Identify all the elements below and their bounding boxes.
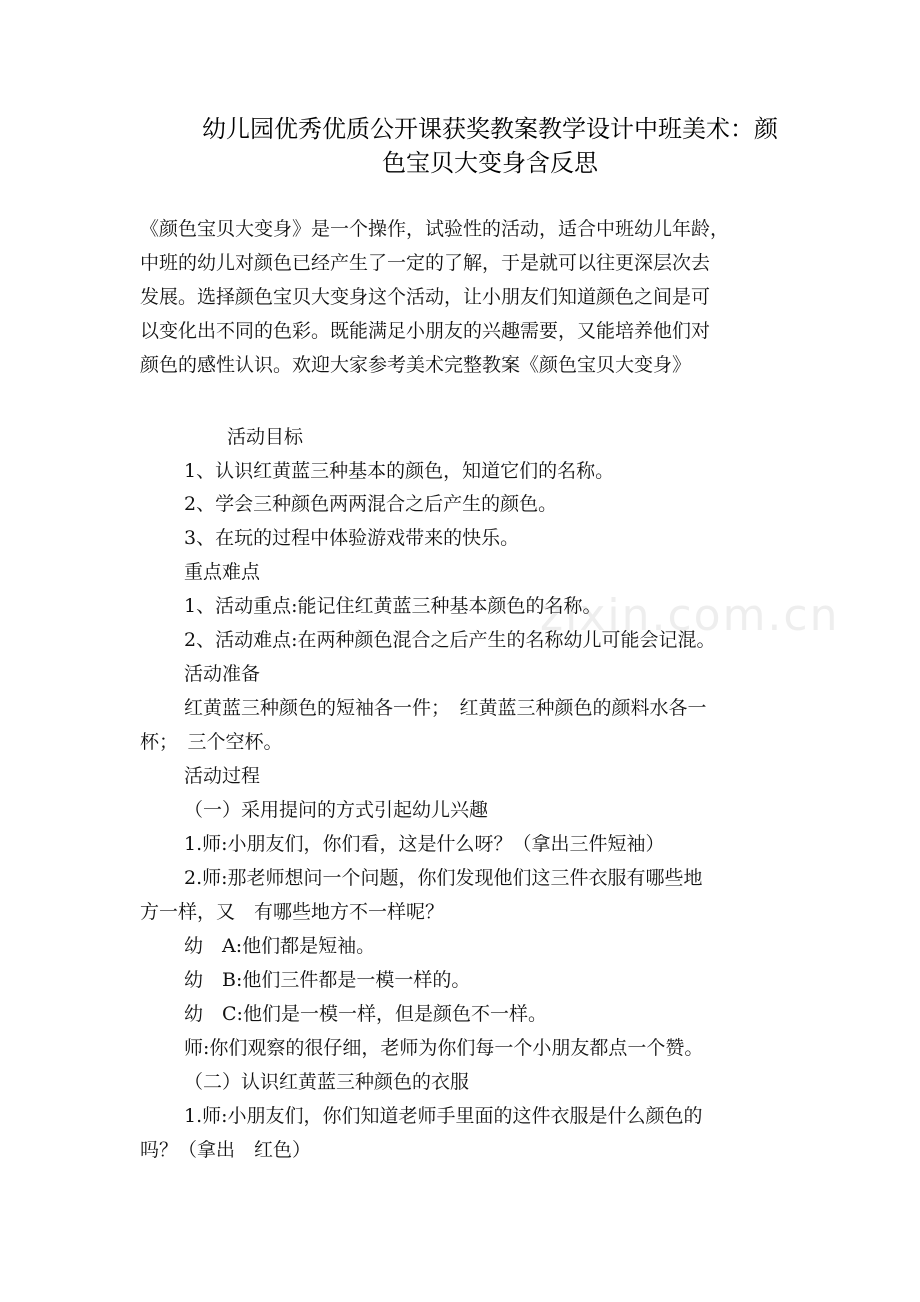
heading-preparation: 活动准备	[184, 663, 261, 685]
heading-key-points: 重点难点	[184, 561, 261, 583]
document-title	[140, 112, 840, 180]
objective-2: 2、学会三种颜色两两混合之后产生的颜色。	[184, 493, 558, 515]
child-answer-c: 幼 C:他们是一模一样，但是颜色不一样。	[184, 1003, 547, 1025]
preparation-line-1: 红黄蓝三种颜色的短袖各一件； 红黄蓝三种颜色的颜料水各一	[184, 697, 707, 719]
child-answer-b: 幼 B:他们三件都是一模一样的。	[184, 969, 471, 991]
process-step: 1.师:小朋友们，你们知道老师手里面的这件衣服是什么颜色的	[184, 1105, 703, 1127]
process-section-2: （二）认识红黄蓝三种颜色的衣服	[184, 1071, 470, 1093]
process-section-1: （一）采用提问的方式引起幼儿兴趣	[184, 799, 489, 821]
intro-line: 颜色的感性认识。欢迎大家参考美术完整教案《颜色宝贝大变身》	[140, 354, 692, 376]
objective-3: 3、在玩的过程中体验游戏带来的快乐。	[184, 527, 520, 549]
watermark: zixin.com.cn	[540, 590, 840, 641]
intro-line: 中班的幼儿对颜色已经产生了一定的了解，于是就可以往更深层次去	[140, 252, 711, 274]
teacher-response: 师:你们观察的很仔细，老师为你们每一个小朋友都点一个赞。	[184, 1037, 704, 1059]
title-line-1: 幼儿园优秀优质公开课获奖教案教学设计中班美术：颜	[202, 115, 778, 143]
process-step: 1.师:小朋友们，你们看，这是什么呀？（拿出三件短袖）	[184, 833, 665, 855]
heading-process: 活动过程	[184, 765, 261, 787]
intro-paragraph	[140, 212, 785, 382]
intro-line: 以变化出不同的色彩。既能满足小朋友的兴趣需要，又能培养他们对	[140, 320, 711, 342]
process-step-cont: 吗？（拿出 红色）	[140, 1139, 312, 1161]
objective-1: 1、认识红黄蓝三种基本的颜色，知道它们的名称。	[184, 460, 615, 482]
intro-line: 发展。选择颜色宝贝大变身这个活动，让小朋友们知道颜色之间是可	[140, 286, 711, 308]
process-step: 2.师:那老师想问一个问题，你们发现他们这三件衣服有哪些地	[184, 867, 703, 889]
preparation-line-2: 杯； 三个空杯。	[140, 731, 283, 753]
process-step-cont: 方一样，又 有哪些地方不一样呢？	[140, 901, 445, 923]
intro-line: 《颜色宝贝大变身》是一个操作，试验性的活动，适合中班幼儿年龄，	[140, 218, 730, 240]
title-line-2: 色宝贝大变身含反思	[382, 149, 598, 177]
heading-objectives: 活动目标	[227, 426, 304, 448]
child-answer-a: 幼 A:他们都是短袖。	[184, 935, 376, 957]
key-point-1: 1、活动重点:能记住红黄蓝三种基本颜色的名称。	[184, 595, 602, 617]
key-point-2: 2、活动难点:在两种颜色混合之后产生的名称幼儿可能会记混。	[184, 629, 716, 651]
